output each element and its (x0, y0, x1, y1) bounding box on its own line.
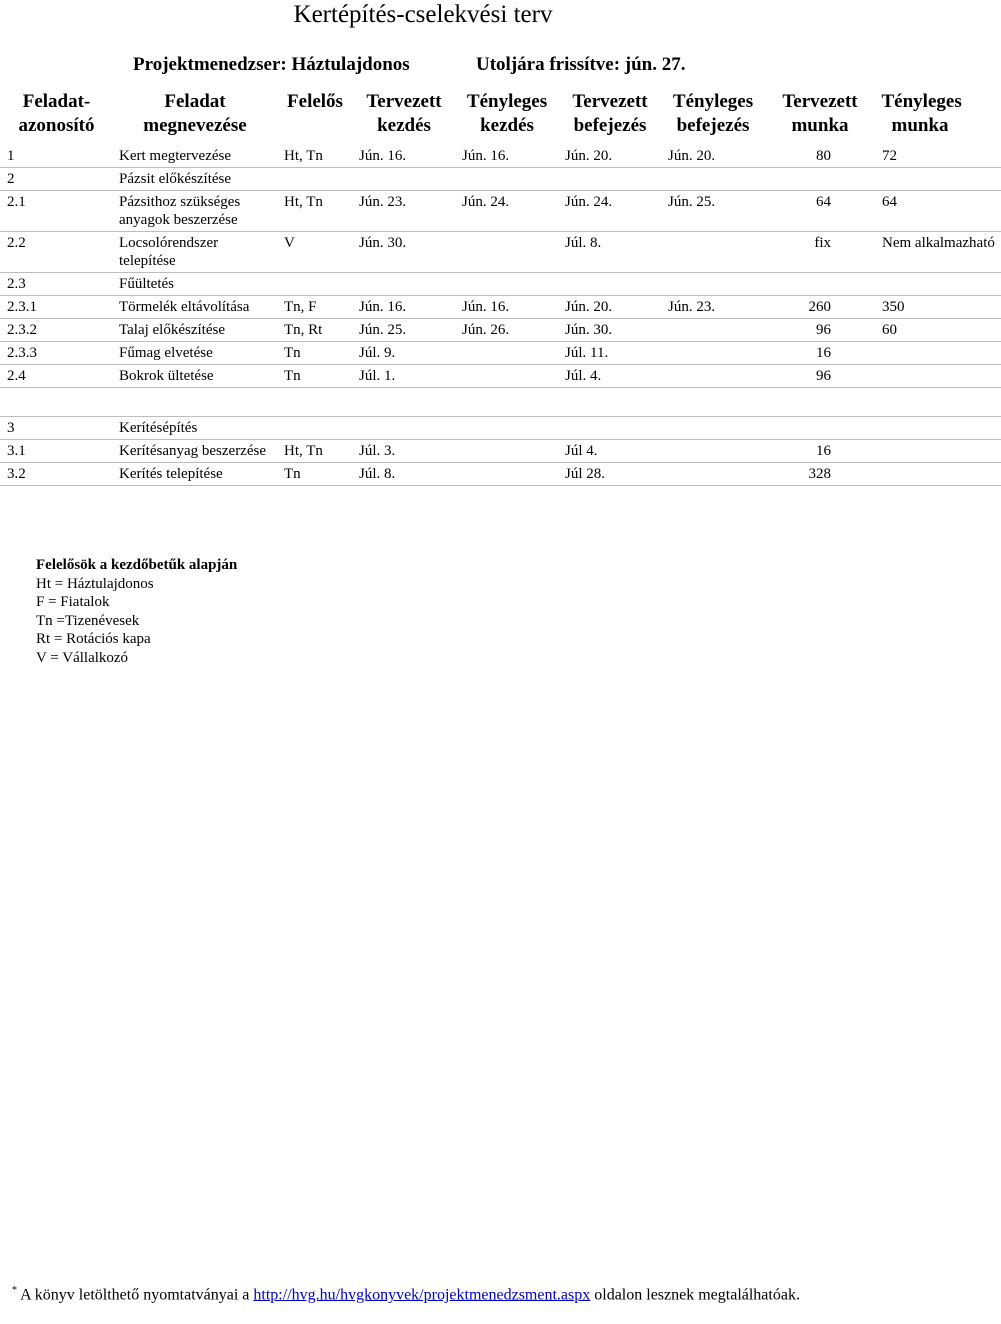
header-planned-start: Tervezett kezdés (366, 91, 442, 136)
cell-task-id: 2.3 (1, 273, 113, 296)
cell-planned-work (765, 417, 876, 440)
cell-task-name: Kerítésépítés (113, 417, 278, 440)
table-row (1, 440, 1001, 463)
spacer-cell (353, 388, 456, 417)
cell-responsible (278, 417, 353, 440)
cell-actual-end (662, 365, 765, 388)
cell-task-id: 2.3.3 (1, 342, 113, 365)
cell-task-id: 2.4 (1, 365, 113, 388)
cell-actual-end (662, 463, 765, 486)
cell-actual-end (662, 319, 765, 342)
header-planned-work: Tervezett munka (782, 91, 858, 136)
cell-responsible: Tn (278, 463, 353, 486)
cell-planned-end (559, 168, 662, 191)
action-plan-table-container (0, 90, 995, 550)
table-row (1, 191, 1001, 232)
legend-item: F = Fiatalok (36, 594, 110, 611)
cell-task-id: 3.2 (1, 463, 113, 486)
cell-responsible: Ht, Tn (278, 191, 353, 232)
table-row (1, 296, 1001, 319)
table-row (1, 342, 1001, 365)
cell-actual-work: 64 (876, 191, 1001, 232)
cell-task-id: 2.2 (1, 232, 113, 273)
cell-actual-start (456, 463, 559, 486)
cell-actual-end: Jún. 25. (662, 191, 765, 232)
header-task-name: Feladat megnevezése (143, 91, 247, 136)
cell-actual-start (456, 342, 559, 365)
cell-responsible: Tn (278, 365, 353, 388)
table-row (1, 463, 1001, 486)
cell-planned-start: Jún. 25. (353, 319, 456, 342)
header-actual-end: Tényleges befejezés (672, 91, 754, 136)
table-row (1, 145, 1001, 168)
legend-item: Ht = Háztulajdonos (36, 575, 154, 592)
cell-planned-start (353, 417, 456, 440)
cell-task-name: Kerítés telepítése (113, 463, 278, 486)
legend-item: V = Vállalkozó (36, 649, 129, 666)
cell-responsible (278, 168, 353, 191)
cell-task-name: Kerítésanyag beszerzése (113, 440, 278, 463)
table-row (1, 168, 1001, 191)
cell-task-id: 2.1 (1, 191, 113, 232)
legend-heading: Felelősök a kezdőbetűk alapján (36, 557, 238, 573)
spacer-cell (662, 388, 765, 417)
cell-actual-work (876, 273, 1001, 296)
cell-actual-work (876, 417, 1001, 440)
table-body (1, 145, 1001, 486)
cell-actual-end (662, 342, 765, 365)
cell-actual-start (456, 232, 559, 273)
cell-planned-work: 260 (765, 296, 876, 319)
header-planned-end: Tervezett befejezés (572, 91, 648, 136)
cell-responsible: Tn (278, 342, 353, 365)
cell-planned-end (559, 273, 662, 296)
table-row (1, 232, 1001, 273)
cell-planned-start: Júl. 3. (353, 440, 456, 463)
cell-task-name: Fűmag elvetése (113, 342, 278, 365)
cell-planned-work: 80 (765, 145, 876, 168)
cell-actual-end: Jún. 23. (662, 296, 765, 319)
cell-actual-end (662, 232, 765, 273)
cell-planned-work (765, 168, 876, 191)
cell-planned-work (765, 273, 876, 296)
cell-actual-work (876, 440, 1001, 463)
cell-responsible: Tn, Rt (278, 319, 353, 342)
cell-task-id: 2.3.1 (1, 296, 113, 319)
cell-actual-start (456, 168, 559, 191)
cell-planned-start: Júl. 9. (353, 342, 456, 365)
cell-planned-work: 16 (765, 342, 876, 365)
cell-planned-start: Jún. 30. (353, 232, 456, 273)
cell-planned-end: Júl 4. (559, 440, 662, 463)
cell-planned-work: fix (765, 232, 876, 273)
spacer-cell (765, 388, 876, 417)
footnote-text-before: A könyv letölthető nyomtatványai a (17, 1286, 254, 1304)
cell-planned-start: Júl. 8. (353, 463, 456, 486)
cell-planned-start (353, 168, 456, 191)
header-responsible: Felelős (287, 91, 343, 112)
cell-responsible: Tn, F (278, 296, 353, 319)
cell-planned-end (559, 417, 662, 440)
cell-planned-end: Jún. 30. (559, 319, 662, 342)
spacer-cell (456, 388, 559, 417)
action-plan-table (0, 90, 1001, 486)
cell-actual-start (456, 273, 559, 296)
cell-actual-start (456, 365, 559, 388)
header-actual-start: Tényleges kezdés (466, 91, 548, 136)
footnote-mark: * (12, 1285, 17, 1296)
cell-actual-work (876, 168, 1001, 191)
cell-actual-start (456, 417, 559, 440)
cell-actual-start: Jún. 16. (456, 296, 559, 319)
cell-actual-start (456, 440, 559, 463)
legend-item: Tn =Tizenévesek (36, 612, 140, 629)
cell-task-id: 3.1 (1, 440, 113, 463)
last-updated: Utoljára frissítve: jún. 27. (476, 54, 686, 75)
cell-actual-end (662, 440, 765, 463)
cell-planned-end: Júl 28. (559, 463, 662, 486)
project-manager: Projektmenedzser: Háztulajdonos (133, 54, 410, 75)
cell-actual-work (876, 365, 1001, 388)
cell-planned-start (353, 273, 456, 296)
footnote-text-after: oldalon lesznek megtalálhatóak. (590, 1286, 800, 1304)
spacer-cell (278, 388, 353, 417)
spacer-row (1, 388, 1001, 417)
cell-planned-end: Jún. 24. (559, 191, 662, 232)
cell-task-name: Fűültetés (113, 273, 278, 296)
cell-planned-start: Júl. 1. (353, 365, 456, 388)
cell-actual-end (662, 273, 765, 296)
header-actual-work: Tényleges munka (881, 91, 962, 136)
cell-responsible: Ht, Tn (278, 440, 353, 463)
cell-planned-end: Jún. 20. (559, 296, 662, 319)
cell-actual-end (662, 168, 765, 191)
cell-responsible: Ht, Tn (278, 145, 353, 168)
responsibility-legend (36, 556, 237, 668)
cell-actual-start: Jún. 26. (456, 319, 559, 342)
table-header-row (1, 90, 1001, 145)
spacer-cell (1, 388, 113, 417)
legend-item: Rt = Rotációs kapa (36, 631, 151, 648)
cell-planned-start: Jún. 23. (353, 191, 456, 232)
spacer-cell (876, 388, 1001, 417)
cell-actual-work: 60 (876, 319, 1001, 342)
cell-actual-work (876, 342, 1001, 365)
cell-task-name: Bokrok ültetése (113, 365, 278, 388)
cell-task-name: Pázsit előkészítése (113, 168, 278, 191)
cell-actual-end (662, 417, 765, 440)
cell-planned-work: 96 (765, 319, 876, 342)
footnote (12, 1280, 832, 1305)
download-link[interactable]: http://hvg.hu/hvgkonyvek/projektmenedzsment.aspx (253, 1286, 591, 1304)
table-row (1, 319, 1001, 342)
cell-responsible: V (278, 232, 353, 273)
cell-planned-end: Júl. 8. (559, 232, 662, 273)
cell-planned-start: Jún. 16. (353, 296, 456, 319)
cell-task-name: Pázsithoz szükséges anyagok beszerzése (113, 191, 278, 232)
cell-task-id: 2.3.2 (1, 319, 113, 342)
page-title: Kertépítés-cselekvési terv (293, 1, 553, 28)
cell-planned-work: 16 (765, 440, 876, 463)
cell-planned-end: Júl. 4. (559, 365, 662, 388)
cell-task-id: 3 (1, 417, 113, 440)
cell-planned-work: 328 (765, 463, 876, 486)
cell-responsible (278, 273, 353, 296)
table-row (1, 273, 1001, 296)
cell-actual-work: 72 (876, 145, 1001, 168)
cell-actual-work (876, 463, 1001, 486)
cell-actual-work: 350 (876, 296, 1001, 319)
cell-planned-start: Jún. 16. (353, 145, 456, 168)
cell-task-name: Kert megtervezése (113, 145, 278, 168)
cell-planned-work: 96 (765, 365, 876, 388)
cell-actual-start: Jún. 24. (456, 191, 559, 232)
cell-actual-start: Jún. 16. (456, 145, 559, 168)
header-task-id: Feladat- azonosító (18, 91, 95, 136)
cell-task-name: Locsolórendszer telepítése (113, 232, 278, 273)
cell-planned-end: Júl. 11. (559, 342, 662, 365)
cell-task-id: 1 (1, 145, 113, 168)
cell-actual-work: Nem alkalmazható (876, 232, 1001, 273)
table-row (1, 417, 1001, 440)
table-row (1, 365, 1001, 388)
cell-planned-end: Jún. 20. (559, 145, 662, 168)
cell-task-name: Törmelék eltávolítása (113, 296, 278, 319)
cell-task-id: 2 (1, 168, 113, 191)
cell-task-name: Talaj előkészítése (113, 319, 278, 342)
spacer-cell (559, 388, 662, 417)
spacer-cell (113, 388, 278, 417)
cell-planned-work: 64 (765, 191, 876, 232)
cell-actual-end: Jún. 20. (662, 145, 765, 168)
